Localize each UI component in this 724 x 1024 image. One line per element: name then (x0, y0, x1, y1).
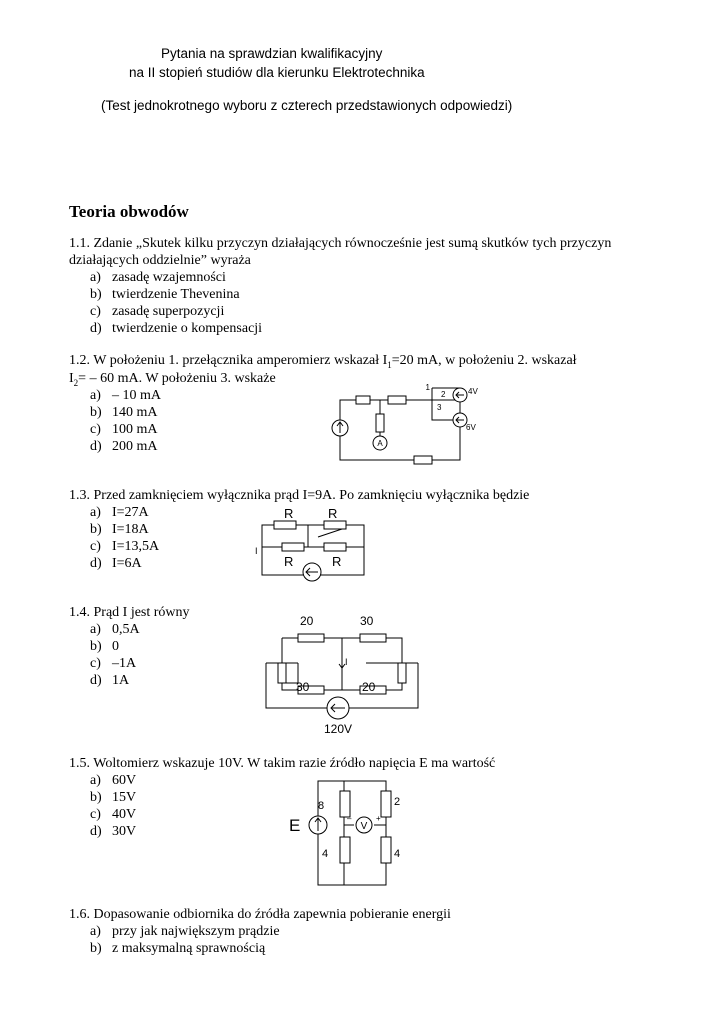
q4-r-label-bottom-right: 20 (362, 680, 376, 694)
q3-resistor-bottom-left (282, 543, 304, 551)
q3-option-c: c) I=13,5A (90, 539, 160, 554)
q3-text: 1.3. Przed zamknięciem wyłącznika prąd I=9A. Po zamknięciu wyłącznika będzie (69, 488, 530, 503)
q5-voltmeter-label: V (360, 821, 368, 832)
q2-option-d: d) 200 mA (90, 439, 158, 454)
q1-option-d: d) twierdzenie o kompensacji (90, 321, 263, 336)
q1-text-line1: 1.1. Zdanie „Skutek kilku przyczyn działających równocześnie jest sumą skutków tych przyczyn (69, 236, 612, 251)
q3-option-d: d) I=6A (90, 556, 142, 571)
q2-resistor-2 (388, 396, 406, 404)
q4-r-label-top-left: 20 (300, 614, 314, 628)
q1-option-a: a) zasadę wzajemności (90, 270, 226, 285)
q5-circuit-diagram (286, 775, 411, 890)
q2-ammeter-label: A (377, 439, 383, 448)
q6-option-b: b) z maksymalną sprawnością (90, 941, 266, 956)
header-line-3: (Test jednokrotnego wyboru z czterech przedstawionych odpowiedzi) (101, 98, 513, 113)
q4-option-d: d) 1A (90, 673, 130, 688)
q2-switch-pos-2: 2 (441, 390, 446, 399)
q3-option-a: a) I=27A (90, 505, 149, 520)
q2-text-line2: $I_2= - 60$ mA. W położeniu 3. wskaże (69, 371, 276, 388)
q4-source-label: 120V (324, 722, 353, 736)
q2-option-a: a) – 10 mA (90, 388, 161, 403)
q5-text: 1.5. Woltomierz wskazuje 10V. W takim razie źródło napięcia E ma wartość (69, 756, 496, 771)
q3-r-label-1: R (284, 506, 294, 521)
q3-r-label-2: R (328, 506, 338, 521)
q6-text: 1.6. Dopasowanie odbiornika do źródła zapewnia pobieranie energii (69, 907, 451, 922)
q2-option-b: b) 140 mA (90, 405, 158, 420)
q4-option-c: c) –1A (90, 656, 137, 671)
q3-r-label-3: R (284, 554, 294, 569)
q6-option-a: a) przy jak największym prądzie (90, 924, 280, 939)
q1-text-line2: działających oddzielnie” wyraża (69, 253, 251, 268)
q2-switch-pos-1: 1 (425, 383, 430, 392)
q1-option-c: c) zasadę superpozycji (90, 304, 225, 319)
q5-minus-sign: – (347, 814, 352, 823)
q5-option-b: b) 15V (90, 790, 137, 805)
q2-switch-pos-3: 3 (437, 403, 442, 412)
q5-plus-sign: + (376, 814, 381, 823)
q2-text-line1: 1.2. W położeniu 1. przełącznika amperomierz wskazał $I_1=20$ mA, w położeniu 2. wskazał (69, 353, 577, 370)
q2-resistor-1 (356, 396, 370, 404)
q2-circuit-diagram (326, 380, 486, 465)
q4-option-b: b) 0 (90, 639, 119, 654)
q2-src-6v-label: 6V (466, 423, 476, 432)
q3-option-b: b) I=18A (90, 522, 149, 537)
q5-option-a: a) 60V (90, 773, 137, 788)
q4-resistor-top-left (298, 634, 324, 642)
q4-resistor-right (398, 663, 406, 683)
q5-resistor-left-bottom (340, 837, 350, 863)
q3-resistor-top-right (324, 521, 346, 529)
q5-resistor-right-top (381, 791, 391, 817)
q5-r-label-right-bottom: 4 (394, 848, 401, 860)
q4-r-label-top-right: 30 (360, 614, 374, 628)
q5-r-label-left-top: 8 (318, 800, 325, 812)
q4-option-a: a) 0,5A (90, 622, 140, 637)
q3-r-label-4: R (332, 554, 342, 569)
q2-resistor-3 (376, 414, 384, 432)
q1-option-b: b) twierdzenie Thevenina (90, 287, 240, 302)
q3-resistor-bottom-right (324, 543, 346, 551)
q2-option-c: c) 100 mA (90, 422, 158, 437)
q4-current-label: I (345, 657, 348, 667)
q3-resistor-top-left (274, 521, 296, 529)
q4-r-label-bottom-left: 30 (296, 680, 310, 694)
q2-src-4v-label: 4V (468, 387, 478, 396)
q5-option-c: c) 40V (90, 807, 137, 822)
q4-circuit-diagram (262, 610, 422, 735)
header-line-2: na II stopień studiów dla kierunku Elektrotechnika (129, 65, 425, 80)
q5-option-d: d) 30V (90, 824, 137, 839)
section-title: Teoria obwodów (69, 202, 189, 221)
q5-r-label-left-bottom: 4 (322, 848, 329, 860)
q4-resistor-left (278, 663, 286, 683)
q5-r-label-right-top: 2 (394, 796, 401, 808)
q5-resistor-right-bottom (381, 837, 391, 863)
q3-circuit-diagram (252, 505, 367, 585)
q3-switch (318, 529, 342, 537)
q4-resistor-top-right (360, 634, 386, 642)
q3-current-label: I (255, 546, 258, 556)
q4-text: 1.4. Prąd I jest równy (69, 605, 190, 620)
q5-source-label: E (289, 816, 301, 835)
header-line-1: Pytania na sprawdzian kwalifikacyjny (161, 46, 383, 61)
q2-resistor-4 (414, 456, 432, 464)
